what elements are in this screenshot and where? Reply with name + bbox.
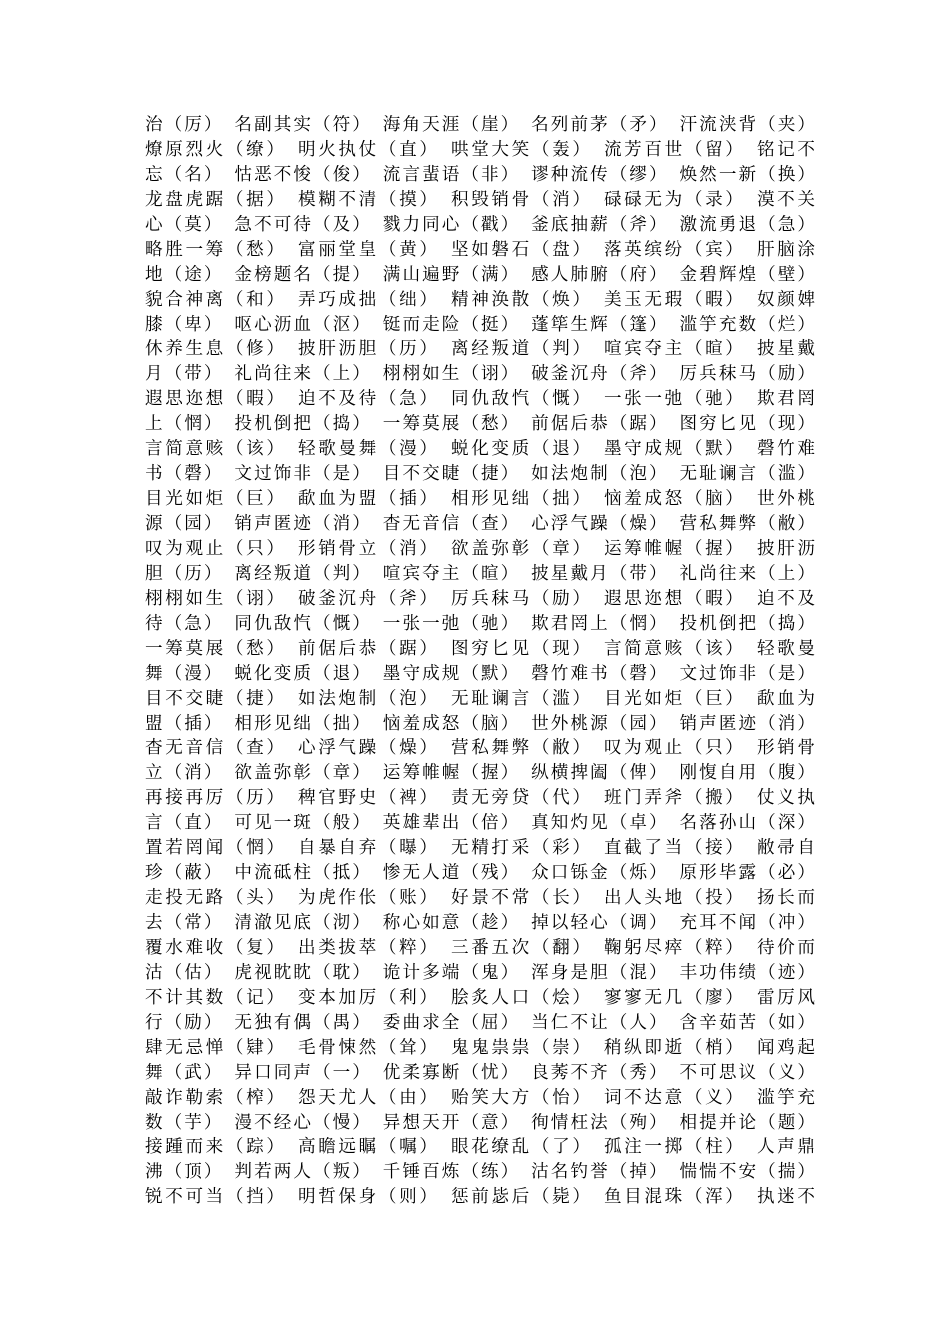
text-line: 目光如炬（巨） 歃血为盟（插） 相形见绌（拙） 恼羞成怒（脑） 世外桃 [145,489,815,510]
text-line: 目不交睫（捷） 如法炮制（泡） 无耻谰言（滥） 目光如炬（巨） 歃血为 [145,688,815,709]
text-line: 貌合神离（和） 弄巧成拙（绌） 精神涣散（焕） 美玉无瑕（暇） 奴颜婢 [145,289,815,310]
text-line: 行（励） 无独有偶（禺） 委曲求全（屈） 当仁不让（人） 含辛茹苦（如） [145,1012,815,1033]
text-line: 肆无忌惮（肄） 毛骨悚然（耸） 鬼鬼祟祟（崇） 稍纵即逝（梢） 闻鸡起 [145,1037,815,1058]
text-line: 膝（卑） 呕心沥血（沤） 铤而走险（挺） 蓬筚生辉（篷） 滥竽充数（烂） [145,314,815,335]
text-line: 地（途） 金榜题名（提） 满山遍野（满） 感人肺腑（府） 金碧辉煌（壁） [145,264,815,285]
text-line: 舞（武） 异口同声（一） 优柔寡断（忧） 良莠不齐（秀） 不可思议（义） [145,1062,815,1083]
text-line: 不计其数（记） 变本加厉（利） 脍炙人口（烩） 寥寥无几（廖） 雷厉风 [145,987,815,1008]
text-line: 立（消） 欲盖弥彰（章） 运筹帷幄（握） 纵横捭阖（俾） 刚愎自用（腹） [145,763,815,784]
text-line: 上（惘） 投机倒把（捣） 一筹莫展（愁） 前倨后恭（踞） 图穷匕见（现） [145,414,815,435]
text-line: 遐思迩想（暇） 迫不及待（急） 同仇敌忾（慨） 一张一弛（驰） 欺君罔 [145,389,815,410]
text-line: 置若罔闻（惘） 自暴自弃（曝） 无精打采（彩） 直截了当（接） 敝帚自 [145,838,815,859]
text-line: 略胜一筹（愁） 富丽堂皇（黄） 坚如磐石（盘） 落英缤纷（宾） 肝脑涂 [145,239,815,260]
text-line: 数（芋） 漫不经心（慢） 异想天开（意） 徇情枉法（殉） 相提并论（题） [145,1112,815,1133]
text-line: 忘（名） 怙恶不悛（俊） 流言蜚语（非） 谬种流传（缪） 焕然一新（换） [145,164,815,185]
text-line: 去（常） 清澈见底（沏） 称心如意（趁） 掉以轻心（调） 充耳不闻（冲） [145,913,815,933]
text-line: 盟（插） 相形见绌（拙） 恼羞成怒（脑） 世外桃源（园） 销声匿迹（消） [145,713,815,734]
text-line: 走投无路（头） 为虎作伥（账） 好景不常（长） 出人头地（投） 扬长而 [145,888,815,909]
text-line: 休养生息（修） 披肝沥胆（历） 离经叛道（判） 喧宾夺主（暄） 披星戴 [145,339,815,360]
text-line: 言简意赅（该） 轻歌曼舞（漫） 蜕化变质（退） 墨守成规（默） 磬竹难 [145,439,815,460]
text-line: 龙盘虎踞（据） 模糊不清（摸） 积毁销骨（消） 碌碌无为（录） 漠不关 [145,189,815,210]
text-line: 敲诈勒索（榨） 怨天尤人（由） 贻笑大方（怡） 词不达意（义） 滥竽充 [145,1087,815,1108]
text-line: 言（直） 可见一斑（般） 英雄辈出（倍） 真知灼见（卓） 名落孙山（深） [145,813,815,834]
text-line: 一筹莫展（愁） 前倨后恭（踞） 图穷匕见（现） 言简意赅（该） 轻歌曼 [145,638,815,659]
text-line: 燎原烈火（缭） 明火执仗（直） 哄堂大笑（轰） 流芳百世（留） 铭记不 [145,139,815,160]
text-line: 覆水难收（复） 出类拔萃（粹） 三番五次（翻） 鞠躬尽瘁（粹） 待价而 [145,937,815,958]
text-line [145,1210,815,1235]
text-line: 胆（历） 离经叛道（判） 喧宾夺主（暄） 披星戴月（带） 礼尚往来（上） [145,563,815,584]
text-line: 书（磬） 文过饰非（是） 目不交睫（捷） 如法炮制（泡） 无耻谰言（滥） [145,464,815,485]
text-line: 舞（漫） 蜕化变质（退） 墨守成规（默） 磬竹难书（磬） 文过饰非（是） [145,663,815,684]
text-line: 锐不可当（挡） 明哲保身（则） 惩前毖后（毙） 鱼目混珠（浑） 执迷不 [145,1187,815,1208]
text-line: 栩栩如生（诩） 破釜沉舟（斧） 厉兵秣马（励） 遐思迩想（暇） 迫不及 [145,588,815,609]
idiom-correction-list [145,113,815,1235]
text-line: 叹为观止（只） 形销骨立（消） 欲盖弥彰（章） 运筹帷幄（握） 披肝沥 [145,538,815,559]
text-line: 源（园） 销声匿迹（消） 杳无音信（查） 心浮气躁（燥） 营私舞弊（敝） [145,514,815,534]
text-line: 治（厉） 名副其实（符） 海角天涯（崖） 名列前茅（矛） 汗流浃背（夹） [145,115,815,135]
text-line: 月（带） 礼尚往来（上） 栩栩如生（诩） 破釜沉舟（斧） 厉兵秣马（励） [145,364,815,385]
text-line: 沸（顶） 判若两人（叛） 千锤百炼（练） 沽名钓誉（掉） 惴惴不安（揣） [145,1162,815,1183]
text-line: 心（莫） 急不可待（及） 戮力同心（戳） 釜底抽薪（斧） 激流勇退（急） [145,214,815,235]
text-line: 沽（估） 虎视眈眈（耽） 诡计多端（鬼） 浑身是胆（混） 丰功伟绩（迹） [145,962,815,983]
text-line: 再接再厉（历） 稗官野史（裨） 责无旁贷（代） 班门弄斧（搬） 仗义执 [145,788,815,809]
text-line: 接踵而来（踪） 高瞻远瞩（嘱） 眼花缭乱（了） 孤注一掷（柱） 人声鼎 [145,1137,815,1158]
text-line: 杳无音信（查） 心浮气躁（燥） 营私舞弊（敝） 叹为观止（只） 形销骨 [145,738,815,759]
text-line: 待（急） 同仇敌忾（慨） 一张一弛（驰） 欺君罔上（惘） 投机倒把（捣） [145,613,815,634]
text-line: 珍（蔽） 中流砥柱（抵） 惨无人道（残） 众口铄金（烁） 原形毕露（必） [145,863,815,884]
